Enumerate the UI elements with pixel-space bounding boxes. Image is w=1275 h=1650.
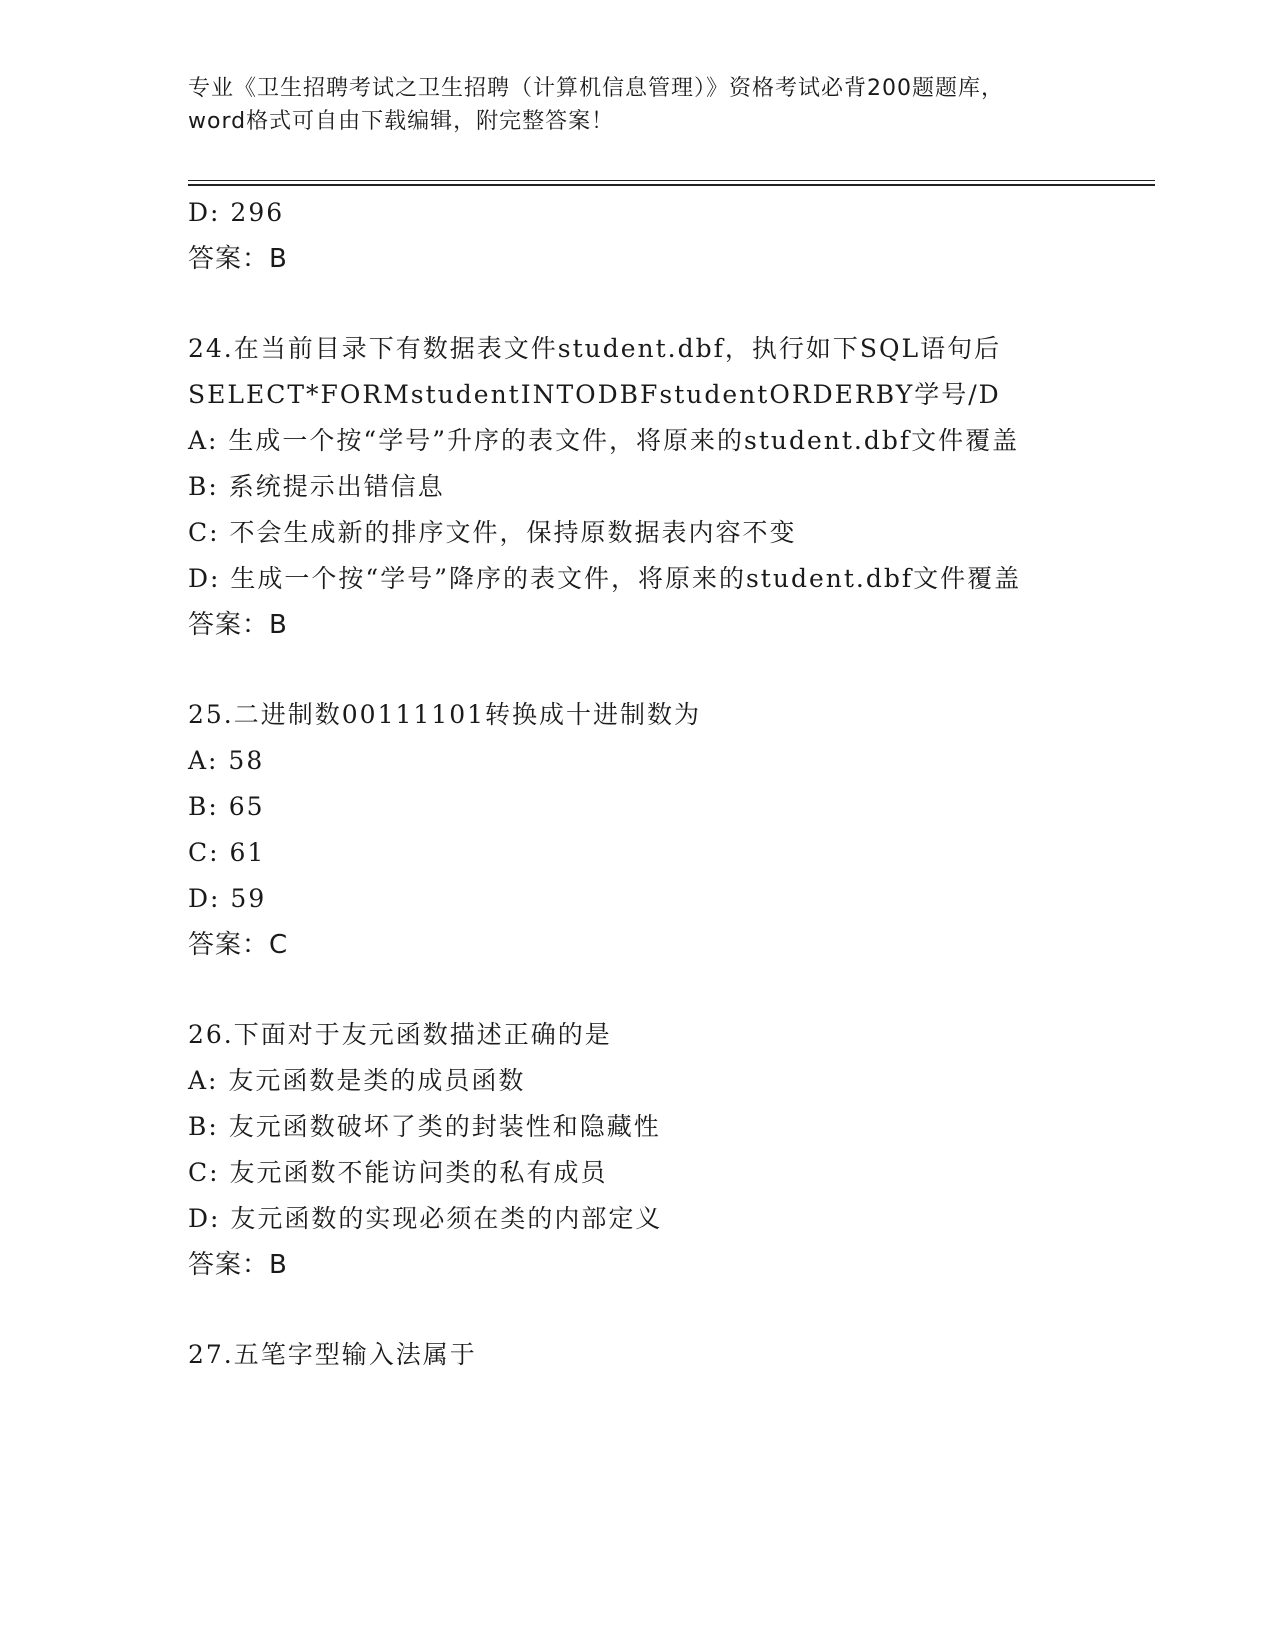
question-24	[188, 326, 1088, 648]
document-header	[188, 72, 1088, 138]
option-b: B: 65	[188, 792, 265, 821]
header-title-line-2: word格式可自由下载编辑，附完整答案！	[188, 109, 615, 134]
spacer	[188, 968, 1088, 1012]
question-stem: 24.在当前目录下有数据表文件student.dbf，执行如下SQL语句后	[188, 334, 1002, 363]
spacer	[188, 282, 1088, 326]
question-26	[188, 1012, 1088, 1288]
option-a: A: 友元函数是类的成员函数	[188, 1066, 526, 1095]
option-a: A: 58	[188, 746, 265, 775]
question-stem: 25.二进制数00111101转换成十进制数为	[188, 700, 702, 729]
header-divider-thin	[188, 180, 1155, 181]
question-list	[188, 190, 1088, 1378]
spacer	[188, 1288, 1088, 1332]
option-c: C: 友元函数不能访问类的私有成员	[188, 1158, 608, 1187]
option-b: B: 友元函数破坏了类的封装性和隐藏性	[188, 1112, 661, 1141]
spacer	[188, 648, 1088, 692]
question-25	[188, 692, 1088, 968]
answer: 答案：B	[188, 610, 288, 640]
option-d: D: 生成一个按“学号”降序的表文件，将原来的student.dbf文件覆盖	[188, 564, 1022, 593]
option-d: D: 296	[188, 198, 285, 227]
question-stem: 27.五笔字型输入法属于	[188, 1340, 477, 1369]
header-title-line-1: 专业《卫生招聘考试之卫生招聘（计算机信息管理）》资格考试必背200题题库，	[188, 76, 1004, 101]
option-b: B: 系统提示出错信息	[188, 472, 445, 501]
option-c: C: 不会生成新的排序文件，保持原数据表内容不变	[188, 518, 797, 547]
option-c: C: 61	[188, 838, 266, 867]
question-stem: 26.下面对于友元函数描述正确的是	[188, 1020, 612, 1049]
question-27	[188, 1332, 1088, 1378]
option-d: D: 59	[188, 884, 267, 913]
answer: 答案：B	[188, 244, 288, 274]
question-stem-sql: SELECT*FORMstudentINTODBFstudentORDERBY学号/D	[188, 380, 1001, 409]
answer: 答案：B	[188, 1250, 288, 1280]
option-d: D: 友元函数的实现必须在类的内部定义	[188, 1204, 663, 1233]
option-a: A: 生成一个按“学号”升序的表文件，将原来的student.dbf文件覆盖	[188, 426, 1020, 455]
answer: 答案：C	[188, 930, 289, 960]
previous-question-tail	[188, 190, 1088, 282]
header-divider-thick	[188, 184, 1155, 186]
